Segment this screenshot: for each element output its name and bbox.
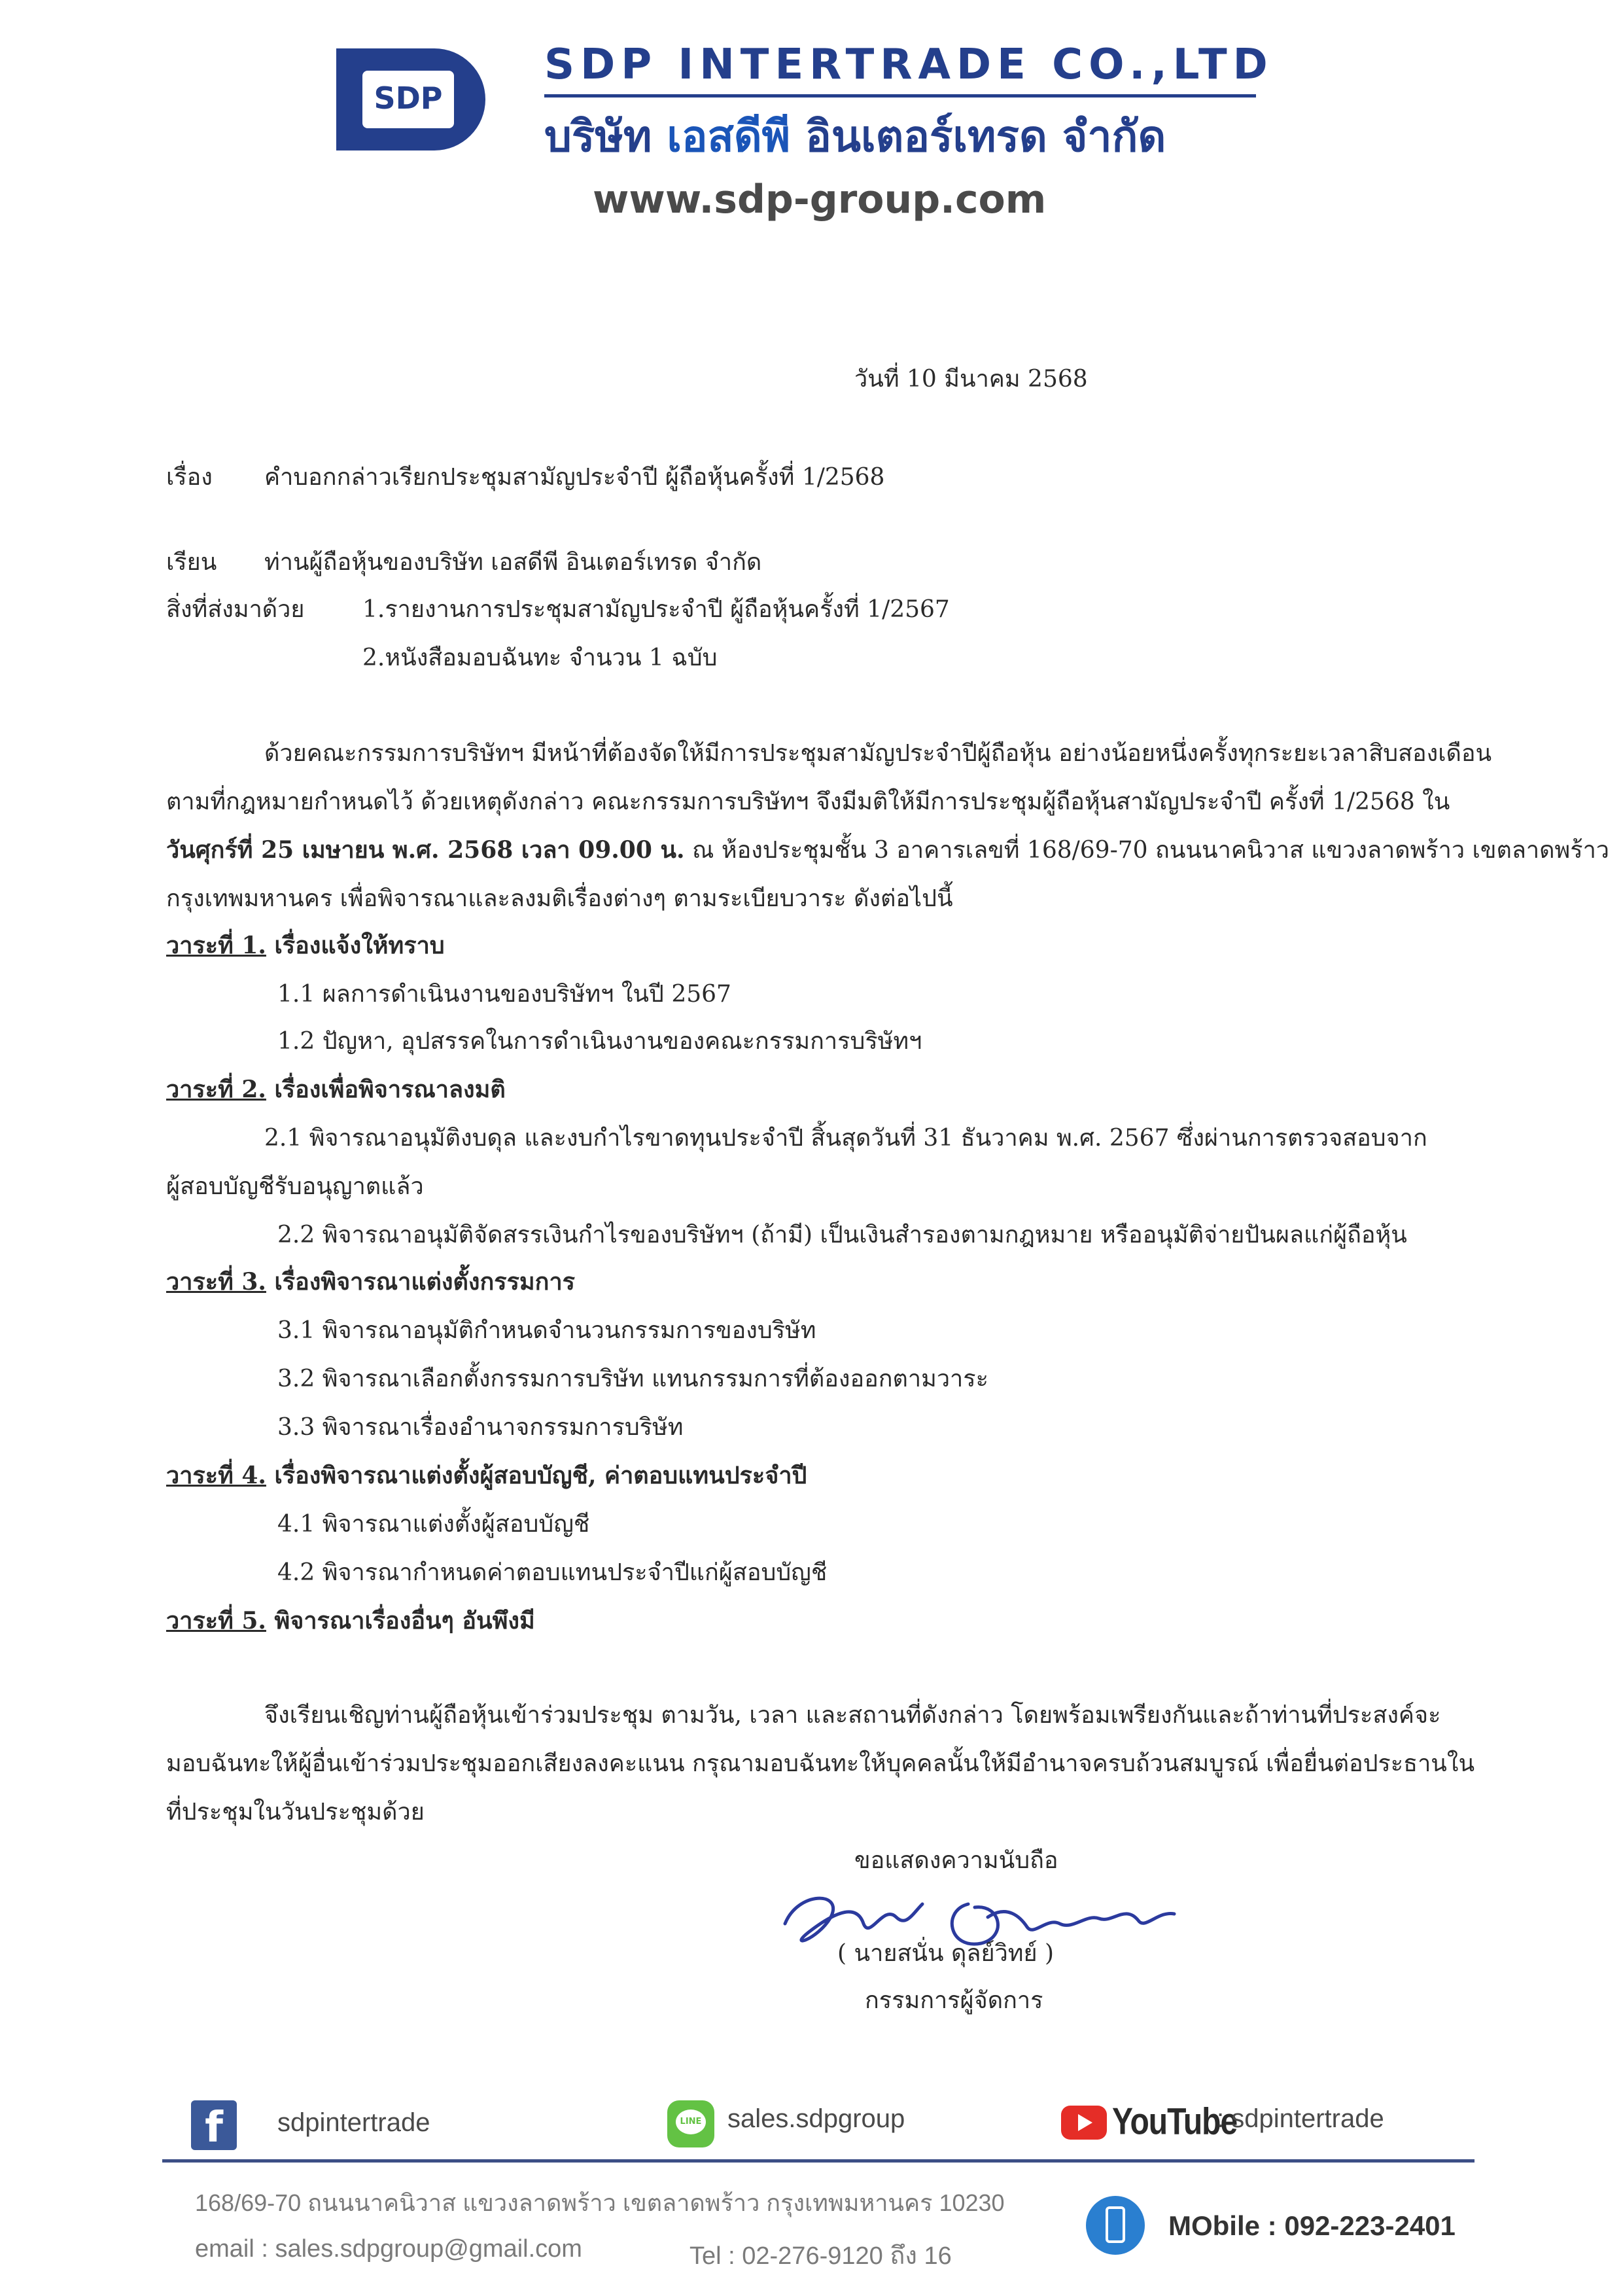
agenda-title: เรื่องแจ้งให้ทราบ: [274, 932, 445, 959]
agenda-heading: วาระที่ 4.: [166, 1462, 266, 1489]
agenda-title: พิจารณาเรื่องอื่นๆ อันพึงมี: [274, 1607, 535, 1634]
recipient-label: เรียน: [166, 549, 217, 576]
agenda-item: 3.2 พิจารณาเลือกตั้งกรรมการบริษัท แทนกรรมการที่ต้องออกตามวาระ: [277, 1366, 988, 1392]
enclosure-item: 1.รายงานการประชุมสามัญประจำปี ผู้ถือหุ้นครั้งที่ 1/2567: [362, 596, 950, 623]
agenda-1: [166, 932, 445, 960]
youtube-wordmark: YouTube: [1112, 2101, 1238, 2143]
agenda-title: เรื่องพิจารณาแต่งตั้งกรรมการ: [274, 1268, 575, 1296]
mobile-phone-glyph: [1106, 2206, 1125, 2243]
recipient-text: ท่านผู้ถือหุ้นของบริษัท เอสดีพี อินเตอร์เทรด จำกัด: [264, 549, 762, 576]
subject-text: คำบอกกล่าวเรียกประชุมสามัญประจำปี ผู้ถือหุ้นครั้งที่ 1/2568: [264, 464, 885, 491]
agenda-heading: วาระที่ 2.: [166, 1076, 266, 1103]
footer-mobile: MObile : 092-223-2401: [1168, 2210, 1456, 2241]
signer-title: กรรมการผู้จัดการ: [865, 1987, 1043, 2014]
footer-email[interactable]: email : sales.sdpgroup@gmail.com: [195, 2235, 582, 2263]
company-th-prefix: บริษัท: [544, 111, 652, 162]
agenda-4: [166, 1462, 807, 1490]
company-th-suffix: อินเตอร์เทรด จำกัด: [805, 111, 1166, 162]
agenda-item: 4.2 พิจารณากำหนดค่าตอบแทนประจำปีแก่ผู้สอบบัญชี: [277, 1559, 828, 1586]
agenda-5: [166, 1607, 535, 1635]
agenda-heading: วาระที่ 5.: [166, 1607, 266, 1634]
youtube-handle[interactable]: : sdpintertrade: [1217, 2104, 1384, 2133]
agenda-title: เรื่องพิจารณาแต่งตั้งผู้สอบบัญชี, ค่าตอบแทนประจำปี: [274, 1462, 807, 1489]
line-app-icon-glyph: LINE: [676, 2110, 706, 2134]
body-line: กรุงเทพมหานคร เพื่อพิจารณาและลงมติเรื่องต่างๆ ตามระเบียบวาระ ดังต่อไปนี้: [166, 885, 953, 912]
meeting-venue: ณ ห้องประชุมชั้น 3 อาคารเลขที่ 168/69-70 ถนนนาคนิวาส แขวงลาดพร้าว เขตลาดพร้าว: [684, 837, 1610, 864]
agenda-item: 2.2 พิจารณาอนุมัติจัดสรรเงินกำไรของบริษัทฯ (ถ้ามี) เป็นเงินสำรองตามกฎหมาย หรืออนุมัติจ่ายปันผลแก่ผู้ถือหุ้น: [277, 1222, 1407, 1248]
agenda-item: 1.1 ผลการดำเนินงานของบริษัทฯ ในปี 2567: [277, 981, 731, 1008]
company-name-en: SDP INTERTRADE CO.,LTD: [544, 41, 1274, 89]
enclosure-item: 2.หนังสือมอบฉันทะ จำนวน 1 ฉบับ: [362, 645, 718, 671]
header-rule: [544, 94, 1256, 97]
agenda-title: เรื่องเพื่อพิจารณาลงมติ: [274, 1076, 506, 1103]
agenda-item-cont: ผู้สอบบัญชีรับอนุญาตแล้ว: [166, 1173, 424, 1200]
footer-rule: [162, 2159, 1475, 2163]
closing-regards: ขอแสดงความนับถือ: [854, 1847, 1058, 1874]
agenda-item: 3.3 พิจารณาเรื่องอำนาจกรรมการบริษัท: [277, 1414, 684, 1441]
agenda-item: 4.1 พิจารณาแต่งตั้งผู้สอบบัญชี: [277, 1511, 590, 1538]
agenda-heading: วาระที่ 1.: [166, 932, 266, 959]
body-line: ด้วยคณะกรรมการบริษัทฯ มีหน้าที่ต้องจัดให้มีการประชุมสามัญประจำปีผู้ถือหุ้น อย่างน้อยหนึ่งครั้งทุกระยะเวลาสิบสองเดือน: [264, 740, 1492, 767]
body-line: ตามที่กฎหมายกำหนดไว้ ด้วยเหตุดังกล่าว คณะกรรมการบริษัทฯ จึงมีมติให้มีการประชุมผู้ถือหุ้นสามัญประจำปี ครั้งที่ 1/2568 ใน: [166, 788, 1450, 815]
subject-label: เรื่อง: [166, 464, 213, 491]
agenda-3: [166, 1268, 575, 1296]
closing-line: ที่ประชุมในวันประชุมด้วย: [166, 1799, 425, 1826]
footer-address: 168/69-70 ถนนนาคนิวาส แขวงลาดพร้าว เขตลาดพร้าว กรุงเทพมหานคร 10230: [195, 2189, 1005, 2216]
youtube-play-icon: [1078, 2114, 1092, 2131]
logo-text: SDP: [374, 80, 443, 116]
line-handle[interactable]: sales.sdpgroup: [727, 2104, 905, 2133]
agenda-item: 1.2 ปัญหา, อุปสรรคในการดำเนินงานของคณะกรรมการบริษัทฯ: [277, 1028, 922, 1055]
closing-line: มอบฉันทะให้ผู้อื่นเข้าร่วมประชุมออกเสียงลงคะแนน กรุณามอบฉันทะให้บุคคลนั้นให้มีอำนาจครบถ้วนสมบูรณ์ เพื่อยื่นต่อประธานใน: [166, 1750, 1475, 1777]
closing-line: จึงเรียนเชิญท่านผู้ถือหุ้นเข้าร่วมประชุม ตามวัน, เวลา และสถานที่ดังกล่าว โดยพร้อมเพรียงกันและถ้าท่านที่ประสงค์จะ: [264, 1702, 1441, 1729]
company-logo: [336, 48, 500, 150]
facebook-handle[interactable]: sdpintertrade: [277, 2108, 430, 2137]
body-line-meeting-datetime: [166, 836, 1609, 864]
meeting-datetime: วันศุกร์ที่ 25 เมษายน พ.ศ. 2568 เวลา 09.00 น.: [166, 836, 685, 864]
signer-name: ( นายสนั่น ดุลย์วิทย์ ): [837, 1940, 1055, 1967]
company-th-brand: เอสดีพี: [667, 111, 791, 162]
enclosures-label: สิ่งที่ส่งมาด้วย: [166, 596, 305, 623]
website-link[interactable]: www.sdp-group.com: [593, 177, 1047, 222]
agenda-item: 2.1 พิจารณาอนุมัติงบดุล และงบกำไรขาดทุนประจำปี สิ้นสุดวันที่ 31 ธันวาคม พ.ศ. 2567 ซึ่งผ่านการตรวจสอบจาก: [264, 1125, 1427, 1152]
letter-date: วันที่ 10 มีนาคม 2568: [854, 366, 1088, 393]
footer-tel: Tel : 02-276-9120 ถึง 16: [689, 2242, 952, 2270]
facebook-icon[interactable]: f: [191, 2100, 237, 2150]
agenda-2: [166, 1076, 506, 1104]
agenda-item: 3.1 พิจารณาอนุมัติกำหนดจำนวนกรรมการของบริษัท: [277, 1317, 816, 1344]
agenda-heading: วาระที่ 3.: [166, 1268, 266, 1296]
company-name-th: [544, 102, 1166, 171]
